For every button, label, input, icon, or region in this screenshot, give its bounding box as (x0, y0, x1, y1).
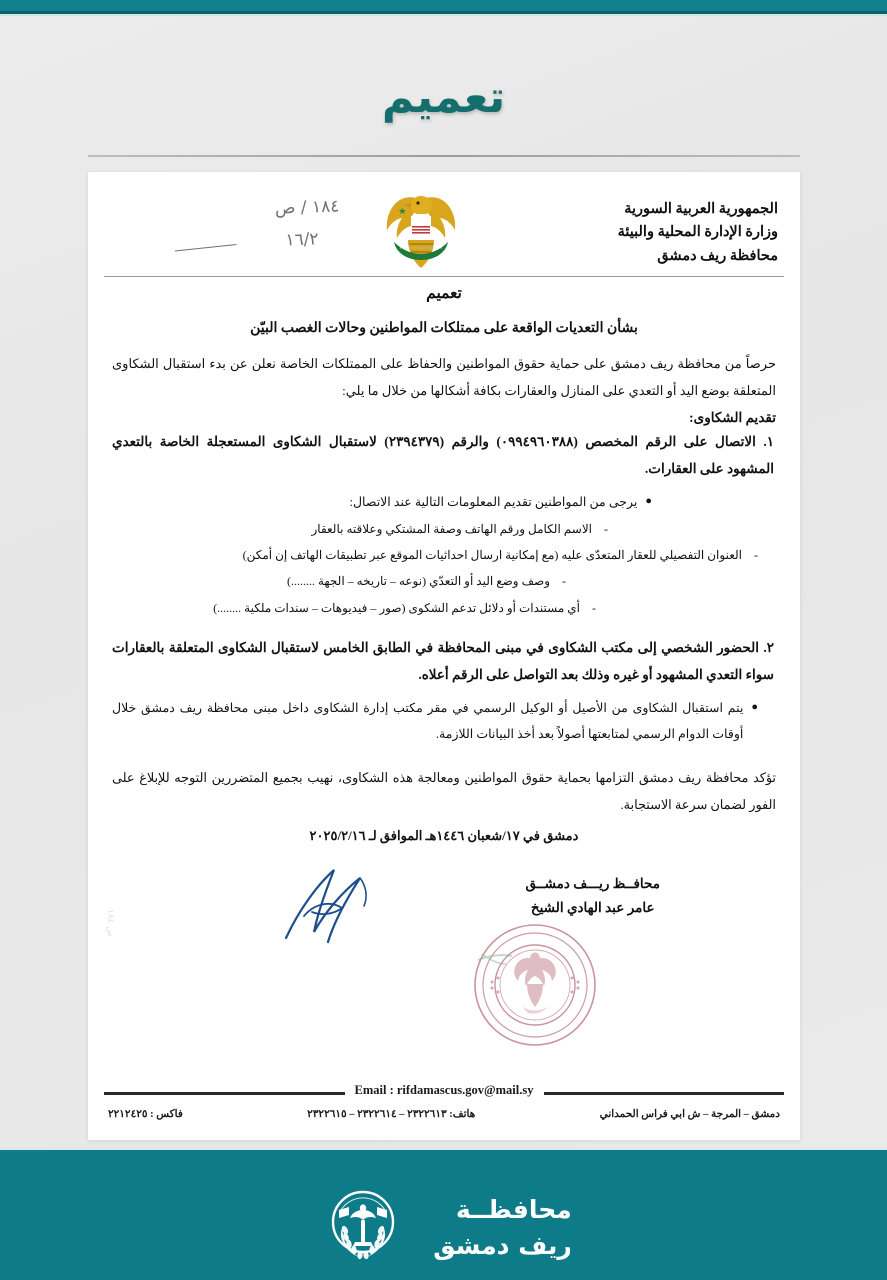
syrian-eagle-emblem-icon (378, 190, 464, 278)
bottom-banner-line1: محافظــة (455, 1194, 572, 1224)
bullet-item-info-request (112, 490, 776, 514)
dash-item-2-text: العنوان التفصيلي للعقار المتعدّى عليه (مع إمكانية ارسال احداثيات الموقع عبر تطبيقات الهاتف إن أمكن) (242, 548, 742, 563)
handwritten-reference (139, 191, 341, 263)
banner-divider (88, 155, 800, 157)
bottom-banner-line2: ريف دمشق (433, 1231, 572, 1260)
dash-icon: - (592, 600, 596, 615)
official-round-stamp-icon (470, 920, 600, 1050)
document-sheet (88, 172, 800, 1140)
handwritten-ref-date: ١٦/٢ (285, 229, 319, 251)
footer-rule-left (104, 1092, 354, 1095)
bottom-banner-text (433, 1192, 572, 1265)
org-governorate: محافظة ريف دمشق (657, 247, 778, 264)
org-ministry: وزارة الإدارة المحلية والبيئة (617, 224, 778, 241)
footer-email: Email : rifdamascus.gov@mail.sy (345, 1083, 544, 1098)
dash-icon: - (562, 574, 566, 589)
dash-item-1 (112, 518, 776, 541)
bullet-item-reception (112, 696, 776, 747)
document-title: تعميم (426, 285, 462, 302)
date-line: دمشق في ١٧/شعبان ١٤٤٦هـ الموافق لـ ٢٠٢٥/٢/١٦ (309, 827, 579, 843)
numbered-item-2-number: ٢. (763, 640, 775, 656)
dash-item-1-text: الاسم الكامل ورقم الهاتف وصفة المشتكي وعلاقته بالعقار (311, 521, 592, 536)
footer-fax: فاكس : ٢٢١٢٤٢٥ (108, 1109, 183, 1120)
sheet-footer (104, 1081, 784, 1120)
numbered-item-1-number: ١. (763, 434, 774, 450)
banner-title: تعميم (381, 72, 506, 123)
document-subject: بشأن التعديات الواقعة على ممتلكات المواطنين وحالات الغصب البيّن (250, 321, 638, 336)
dash-item-3 (112, 570, 776, 593)
signatory-role: محافــظ ريـــف دمشــق (525, 876, 660, 891)
organization-lines (618, 198, 778, 268)
margin-mark: ص ١٨٤ (106, 909, 116, 937)
footer-contacts (104, 1108, 784, 1120)
numbered-item-1-text: الاتصال على الرقم المخصص (٠٩٩٤٩٦٠٣٨٨) والرقم (٢٣٩٤٣٧٩) لاستقبال الشكاوى المستعجلة الخاصة بالتعدي المشهود على العقارات. (112, 434, 774, 477)
letterhead-divider (104, 276, 784, 277)
dash-icon: - (754, 548, 758, 563)
dash-icon: - (604, 521, 608, 536)
numbered-item-2 (112, 634, 776, 688)
org-country: الجمهورية العربية السورية (624, 201, 778, 217)
handwritten-ref-number: ١٨٤ / ص (274, 196, 340, 219)
footer-phone: هاتف: ٢٣٢٢٦١٣ – ٢٣٢٢٦١٤ – ٢٣٢٢٦١٥ (307, 1109, 476, 1120)
bullet-dot-icon: ● (645, 495, 652, 508)
document-body (112, 284, 776, 844)
section-label-submitting: تقديم الشكاوى: (689, 410, 776, 426)
signatory-name: عامر عبد الهادي الشيخ (530, 899, 655, 915)
letterhead (88, 184, 800, 276)
numbered-item-2-text: الحضور الشخصي إلى مكتب الشكاوى في مبنى المحافظة في الطابق الخامس لاستقبال الشكاوى المتعلقة بالعقارات سواء التعدي المشهود أو غيره وذلك بعد التواصل على الرقم أعلاه. (112, 640, 774, 683)
bullet-item-info-request-text: يرجى من المواطنين تقديم المعلومات التالية عند الاتصال: (349, 495, 638, 510)
bullet-item-reception-text: يتم استقبال الشكاوى من الأصيل أو الوكيل الرسمي في مقر مكتب إدارة الشكاوى داخل مبنى محافظة ريف دمشق خلال أوقات الدوام الرسمي لمتابعتها أصولاً بعد أخذ البيانات اللازمة. (112, 701, 744, 741)
bottom-banner-content (0, 1180, 887, 1276)
dash-item-2 (112, 544, 776, 567)
dash-item-4-text: أي مستندات أو دلائل تدعم الشكوى (صور – فيديوهات – سندات ملكية ........) (213, 600, 580, 615)
top-accent-bar (0, 0, 887, 14)
footer-address: دمشق – المرجة – ش ابي فراس الحمداني (599, 1109, 780, 1120)
signature-block (525, 872, 660, 919)
footer-rule-right (534, 1092, 784, 1095)
bullet-dot-icon: ● (751, 701, 758, 714)
intro-paragraph: حرصاً من محافظة ريف دمشق على حماية حقوق المواطنين والحفاظ على الممتلكات الخاصة نعلن عن بدء استقبال الشكاوى المتعلقة بوضع اليد أو التعدي على المنازل والعقارات بكافة أشكالها من خلال ما يلي: (112, 356, 776, 398)
footer-email-row (104, 1081, 784, 1101)
handwritten-signature-icon (268, 860, 408, 956)
closing-paragraph: تؤكد محافظة ريف دمشق التزامها بحماية حقوق المواطنين ومعالجة هذه الشكاوى، نهيب بجميع المتضررين التوجه للإبلاغ على الفور لضمان سرعة الاستجابة. (112, 771, 776, 812)
dash-item-4 (112, 597, 776, 620)
rif-dimashq-governorate-logo-icon (315, 1180, 411, 1276)
numbered-item-1 (112, 428, 776, 482)
dash-item-3-text: وصف وضع اليد أو التعدّي (نوعه – تاريخه – الجهة ........) (286, 574, 550, 589)
